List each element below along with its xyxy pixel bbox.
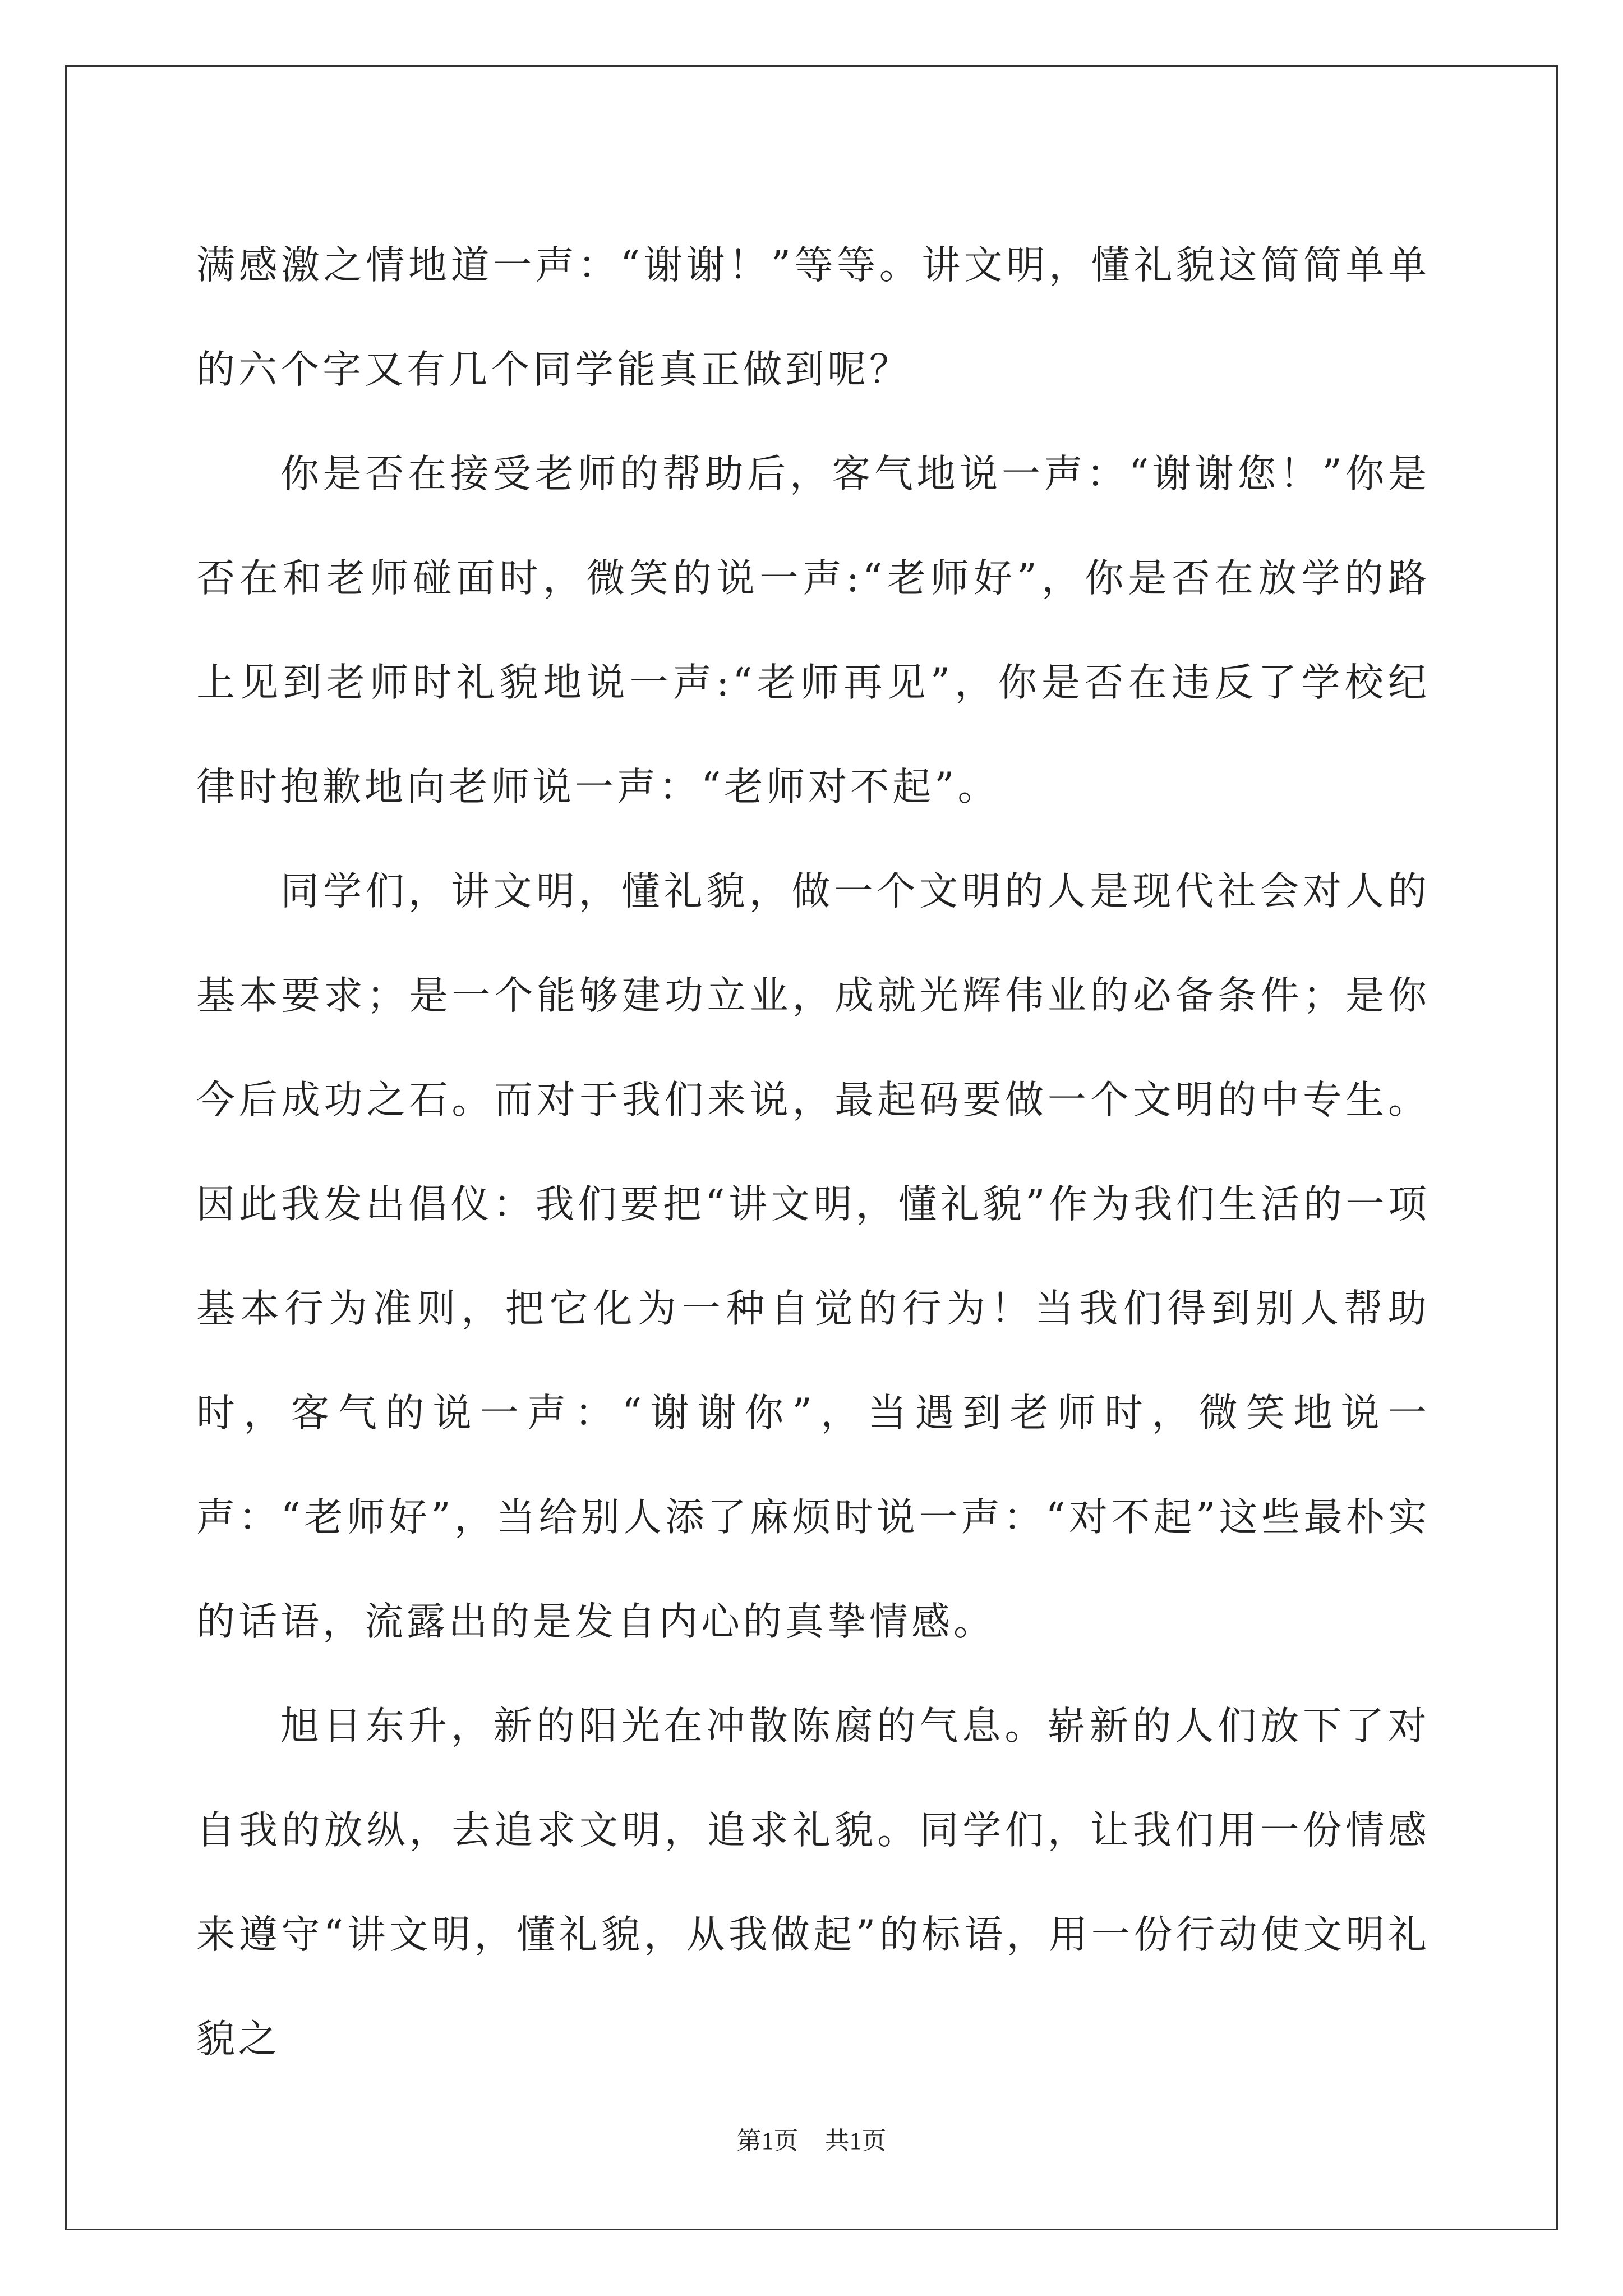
page-footer bbox=[0, 2120, 1623, 2156]
paragraph-1: 满感激之情地道一声：“谢谢！”等等。讲文明，懂礼貌这简简单单的六个字又有几个同学能真正做到呢？ bbox=[196, 243, 1430, 392]
paragraph-2: 你是否在接受老师的帮助后，客气地说一声：“谢谢您！”你是否在和老师碰面时，微笑的说一声:“老师好”，你是否在放学的路上见到老师时礼貌地说一声:“老师再见”，你是否在违反了学校纪律时抱歉地向老师说一声：“老师对不起”。 bbox=[196, 452, 1430, 809]
page-total: 共1页 bbox=[824, 2127, 887, 2155]
document-body bbox=[196, 213, 1430, 2091]
paragraph-4: 旭日东升，新的阳光在冲散陈腐的气息。崭新的人们放下了对自我的放纵，去追求文明，追求礼貌。同学们，让我们用一份情感来遵守“讲文明，懂礼貌，从我做起”的标语，用一份行动使文明礼貌之 bbox=[196, 1704, 1430, 2062]
page-number: 第1页 bbox=[736, 2127, 799, 2155]
paragraph-3: 同学们，讲文明，懂礼貌，做一个文明的人是现代社会对人的基本要求；是一个能够建功立业，成就光辉伟业的必备条件；是你今后成功之石。而对于我们来说，最起码要做一个文明的中专生。因此我发出倡仪：我们要把“讲文明，懂礼貌”作为我们生活的一项基本行为准则，把它化为一种自觉的行为！当我们得到别人帮助时，客气的说一声：“谢谢你”，当遇到老师时，微笑地说一声：“老师好”，当给别人添了麻烦时说一声：“对不起”这些最朴实的话语，流露出的是发自内心的真挚情感。 bbox=[196, 869, 1430, 1644]
